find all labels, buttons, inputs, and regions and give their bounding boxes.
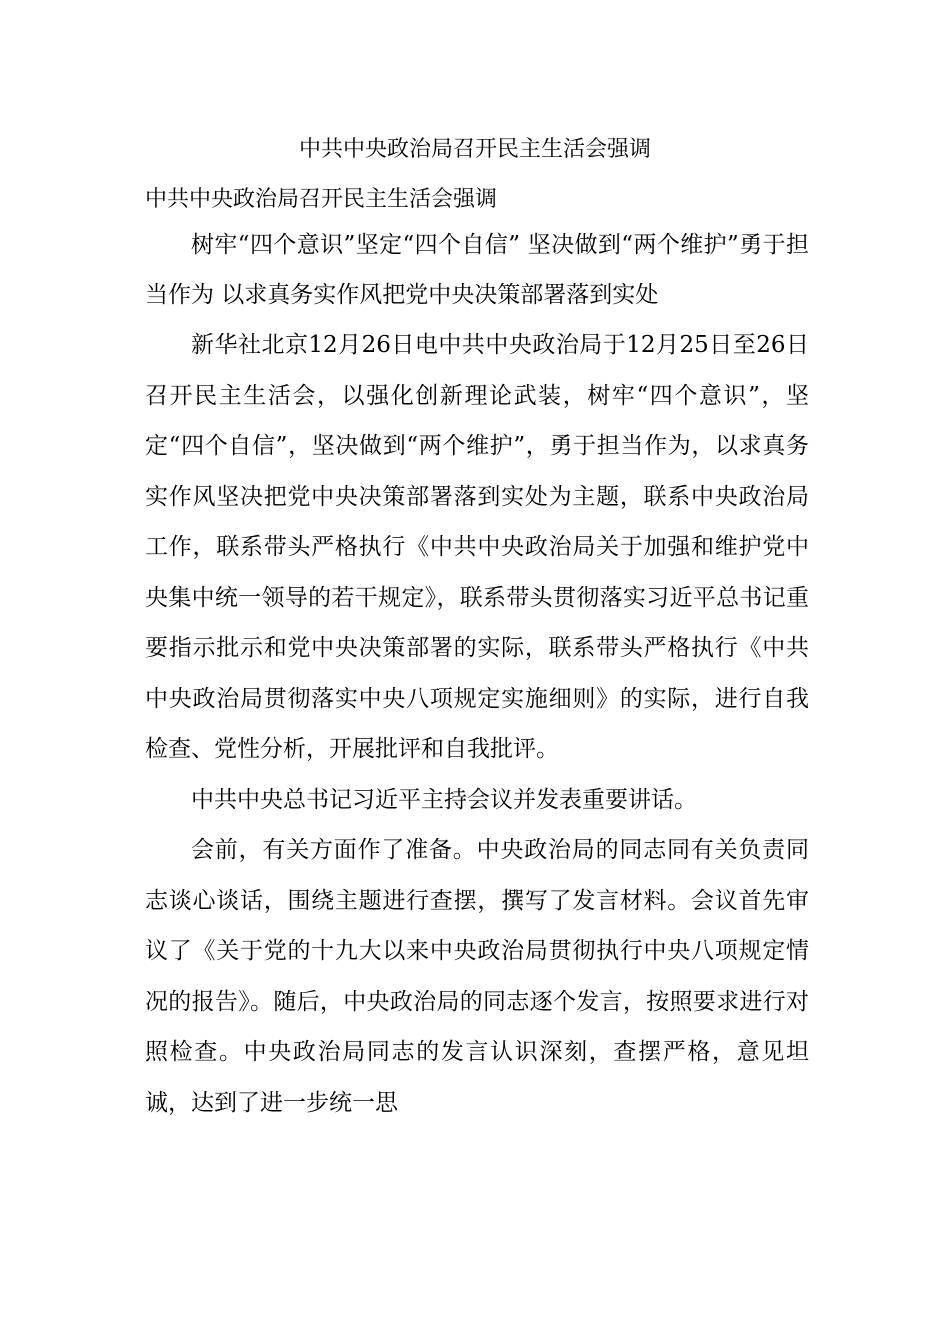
paragraph-1: 新华社北京12月26日电中共中央政治局于12月25日至26日召开民主生活会，以强化创新理论武装，树牢“四个意识”，坚定“四个自信”，坚决做到“两个维护”，勇于担当作为，以求真务实作风坚决把党中央决策部署落到实处为主题，联系中央政治局工作，联系带头严格执行《中共中央政治局关于加强和维护党中央集中统一领导的若干规定》，联系带头贯彻落实习近平总书记重要指示批示和党中央决策部署的实际，联系带头严格执行《中共中央政治局贯彻落实中央八项规定实施细则》的实际，进行自我检查、党性分析，开展批评和自我批评。 (145, 332, 809, 762)
paragraph-2: 中共中央总书记习近平主持会议并发表重要讲话。 (191, 786, 697, 813)
document-body (145, 180, 809, 1128)
document-title: 中共中央政治局召开民主生活会强调 (298, 137, 651, 162)
document-headline: 树牢“四个意识”坚定“四个自信” 坚决做到“两个维护”勇于担当作为 以求真务实作风把党中央决策部署落到实处 (145, 232, 809, 308)
paragraph-3: 会前，有关方面作了准备。中央政治局的同志同有关负责同志谈心谈话，围绕主题进行查摆，撰写了发言材料。会议首先审议了《关于党的十九大以来中央政治局贯彻执行中央八项规定情况的报告》。随后，中央政治局的同志逐个发言，按照要求进行对照检查。中央政治局同志的发言认识深刻，查摆严格，意见坦诚，达到了进一步统一思 (145, 837, 809, 1116)
document-subtitle: 中共中央政治局召开民主生活会强调 (145, 187, 498, 212)
